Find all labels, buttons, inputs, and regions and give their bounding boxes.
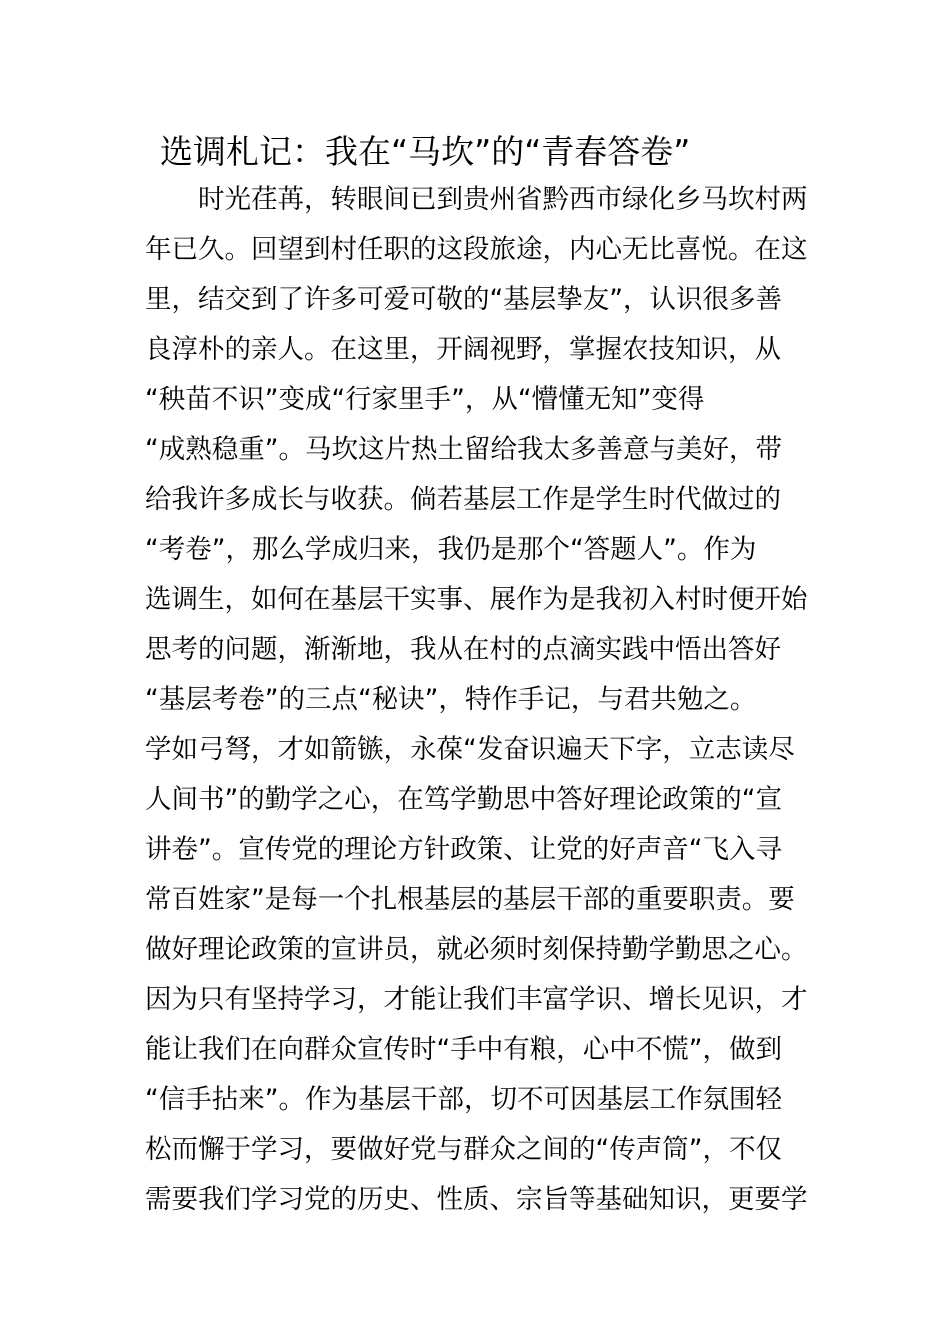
body-line-4: 良淳朴的亲人。在这里，开阔视野，掌握农技知识，从 [145,334,781,365]
body-line-12: 学如弓弩，才如箭镞，永葆“发奋识遍天下字，立志读尽 [145,734,795,765]
body-line-20: 松而懈于学习，要做好党与群众之间的“传声筒”，不仅 [145,1134,782,1165]
body-line-13: 人间书”的勤学之心，在笃学勤思中答好理论政策的“宣 [145,784,782,815]
body-line-5: “秧苗不识”变成“行家里手”，从“懵懂无知”变得 [145,384,705,415]
body-line-18: 能让我们在向群众宣传时“手中有粮，心中不慌”，做到 [145,1034,782,1065]
body-line-14: 讲卷”。宣传党的理论方针政策、让党的好声音“飞入寻 [145,834,782,865]
body-line-3: 里，结交到了许多可爱可敬的“基层挚友”，认识很多善 [145,284,782,315]
body-line-9: 选调生，如何在基层干实事、展作为是我初入村时便开始 [145,584,808,615]
body-line-1: 时光荏苒，转眼间已到贵州省黔西市绿化乡马坎村两 [145,184,808,215]
body-line-17: 因为只有坚持学习，才能让我们丰富学识、增长见识，才 [145,984,808,1015]
body-line-6: “成熟稳重”。马坎这片热土留给我太多善意与美好，带 [145,434,782,465]
body-line-2: 年已久。回望到村任职的这段旅途，内心无比喜悦。在这 [145,234,808,265]
body-line-7: 给我许多成长与收获。倘若基层工作是学生时代做过的 [145,484,781,515]
body-line-8: “考卷”，那么学成归来，我仍是那个“答题人”。作为 [145,534,757,565]
body-line-21: 需要我们学习党的历史、性质、宗旨等基础知识，更要学 [145,1184,808,1215]
document-title: 选调札记：我在“马坎”的“青春答卷” [160,132,691,171]
body-line-16: 做好理论政策的宣讲员，就必须时刻保持勤学勤思之心。 [145,934,808,965]
body-line-10: 思考的问题，渐渐地，我从在村的点滴实践中悟出答好 [145,634,781,665]
body-line-11: “基层考卷”的三点“秘诀”，特作手记，与君共勉之。 [145,684,757,715]
body-line-15: 常百姓家”是每一个扎根基层的基层干部的重要职责。要 [145,884,795,915]
body-line-19: “信手拈来”。作为基层干部，切不可因基层工作氛围轻 [145,1084,782,1115]
